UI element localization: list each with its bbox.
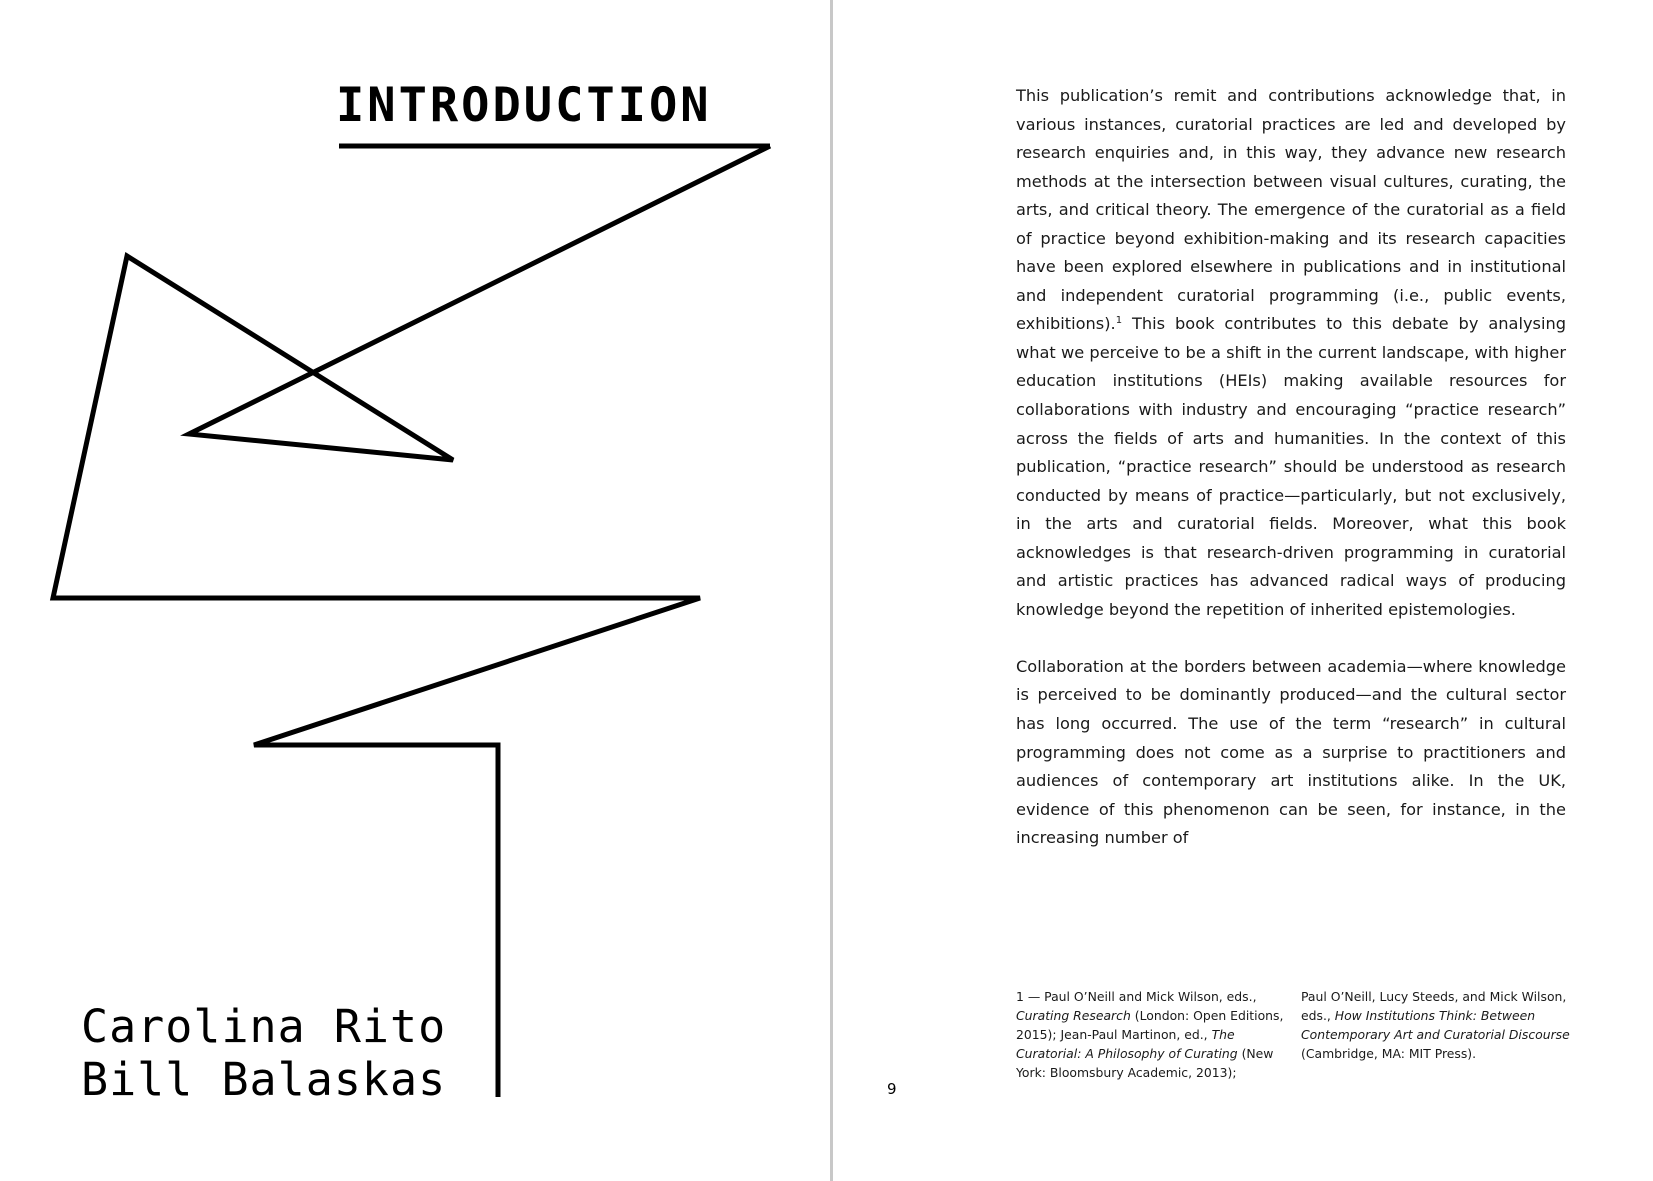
footnote-text: 1 — Paul O’Neill and Mick Wilson, eds., <box>1016 989 1257 1004</box>
footnote-column <box>1301 987 1576 1082</box>
footnote-reference[interactable]: 1 <box>1115 315 1123 327</box>
footnote-column <box>1016 987 1291 1082</box>
body-text <box>1016 82 1566 853</box>
paragraph <box>1016 82 1566 624</box>
chapter-title: INTRODUCTION <box>336 78 712 133</box>
footnote-title-italic: Curating Research <box>1016 1008 1131 1023</box>
book-spine-divider <box>830 0 833 1181</box>
footnote-text: (New York: Bloomsbury Academic, 2013); <box>1016 1046 1274 1080</box>
footnote-text: Paul O’Neill, Lucy Steeds, and Mick Wilson, eds., <box>1301 989 1567 1023</box>
footnotes <box>1016 987 1576 1082</box>
paragraph-text: This publication’s remit and contributions acknowledge that, in various instances, curatorial practices are led and developed by research enquiries and, in this way, they advance new research methods at the intersection between visual cultures, curating, the arts, and critical theory. The emergence of the curatorial as a field of practice beyond exhibition-making and its research capacities have been explored elsewhere in publications and in institutional and independent curatorial programming (i.e., public events, exhibitions). <box>1016 86 1566 334</box>
page-number: 9 <box>887 1080 897 1098</box>
zigzag-path <box>53 146 770 1097</box>
paragraph: Collaboration at the borders between academia—where knowledge is perceived to be dominantly produced—and the cultural sector has long occurred. The use of the term “research” in cultural programming does not come as a surprise to practitioners and audiences of contemporary art institutions alike. In the UK, evidence of this phenomenon can be seen, for instance, in the increasing number of <box>1016 656 1566 848</box>
footnote-title-italic: How Institutions Think: Between Contemporary Art and Curatorial Discourse <box>1301 1008 1570 1042</box>
footnote-title-italic: The Curatorial: A Philosophy of Curating <box>1016 1027 1238 1061</box>
author-name: Bill Balaskas <box>81 1053 447 1106</box>
author-name: Carolina Rito <box>81 1000 447 1053</box>
footnote-text: (Cambridge, MA: MIT Press). <box>1301 1046 1477 1061</box>
authors <box>81 1000 446 1106</box>
footnote-text: (London: Open Editions, 2015); Jean-Paul Martinon, ed., <box>1016 1008 1284 1042</box>
paragraph-text: This book contributes to this debate by analysing what we perceive to be a shift in the current landscape, with higher education institutions (HEIs) making available resources for collaborations with industry and encouraging “practice research” across the fields of arts and humanities. In the context of this publication, “practice research” should be understood as research conducted by means of practice—particularly, but not exclusively, in the arts and curatorial fields. Moreover, what this book acknowledges is that research-driven programming in curatorial and artistic practices has advanced radical ways of producing knowledge beyond the repetition of inherited epistemologies. <box>1016 314 1566 619</box>
